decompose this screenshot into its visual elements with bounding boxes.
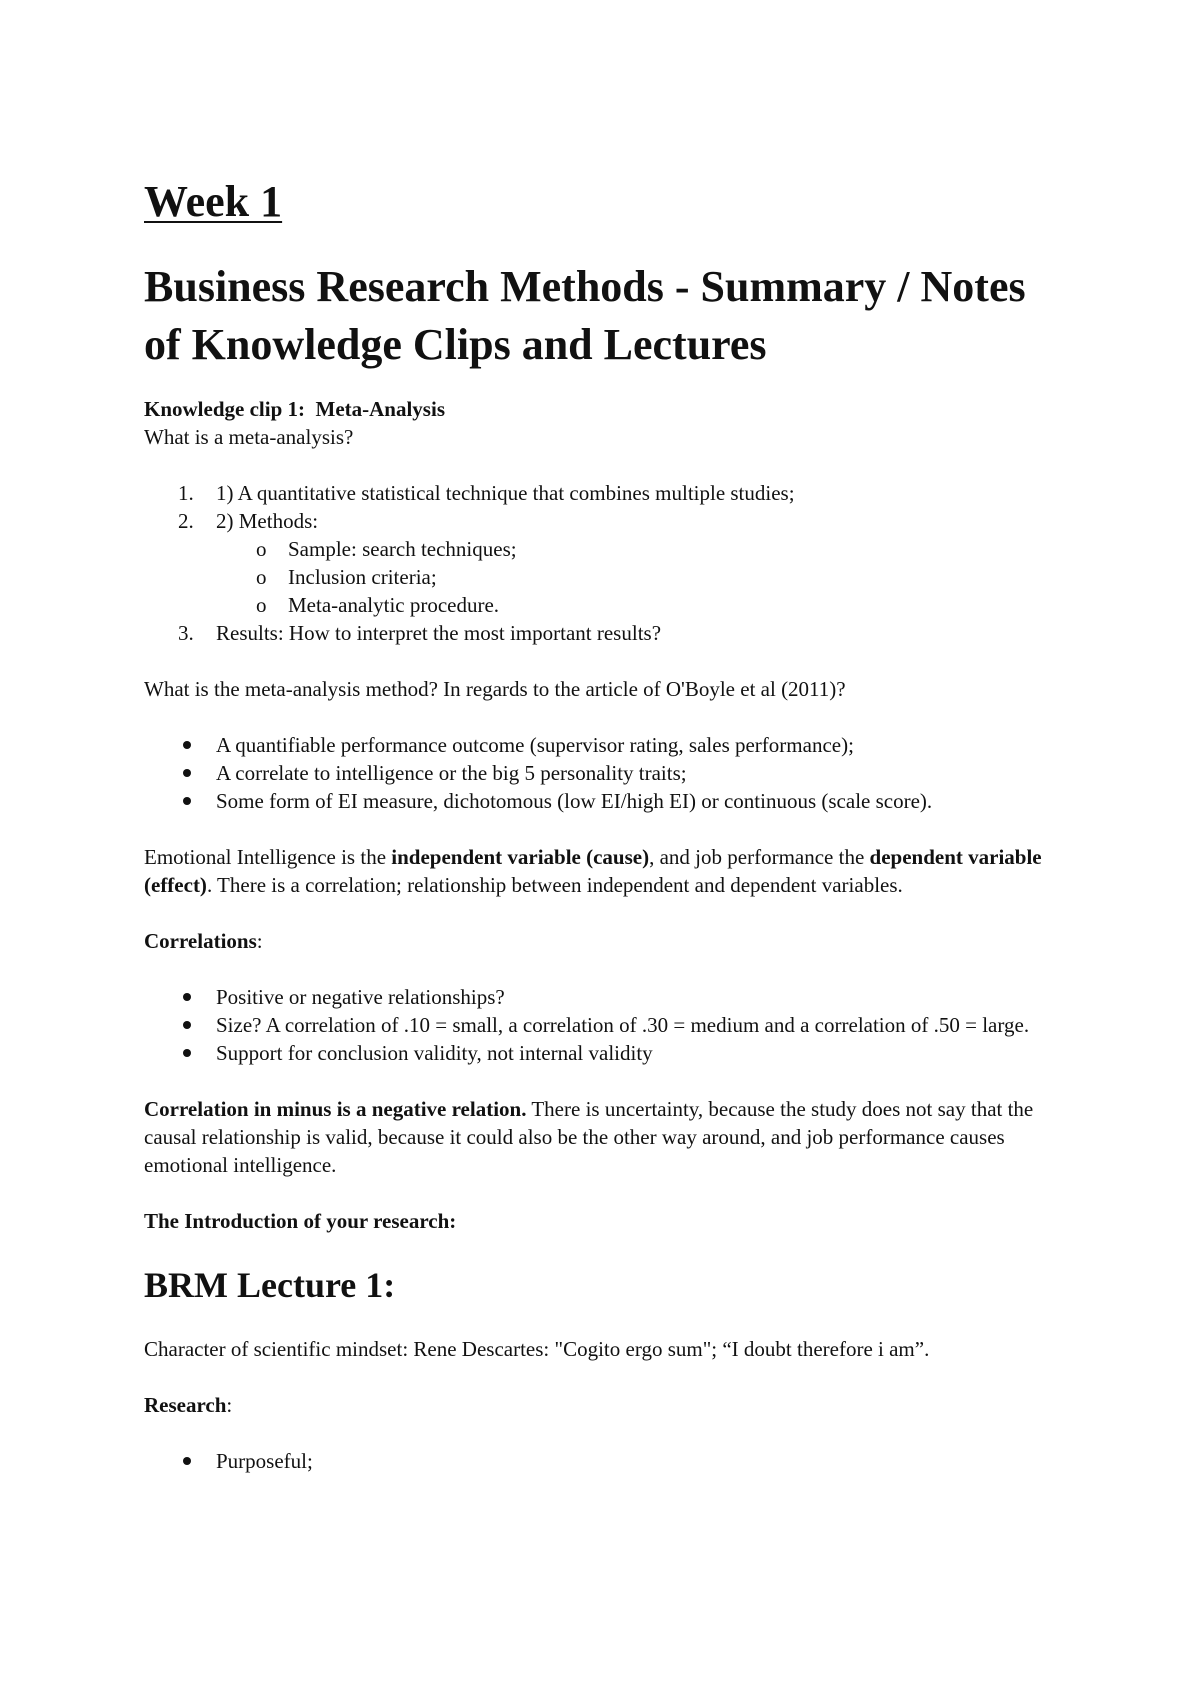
list-item — [144, 619, 1074, 647]
list-item-text: Support for conclusion validity, not internal validity — [216, 1041, 653, 1065]
correlations-label: Correlations — [144, 929, 257, 953]
research-label: Research — [144, 1393, 227, 1417]
paragraph-gap — [144, 1067, 1074, 1095]
clip-question: What is a meta-analysis? — [144, 425, 354, 449]
sublist-item — [144, 563, 1074, 591]
list-item — [144, 1011, 1074, 1039]
negative-correlation-term: Correlation in minus is a negative relation. — [144, 1097, 527, 1121]
list-item — [144, 1447, 1074, 1475]
sublist-item-text: Inclusion criteria; — [288, 565, 437, 589]
bullet-icon — [183, 1457, 191, 1465]
method-question: What is the meta-analysis method? In regards to the article of O'Boyle et al (2011)? — [144, 677, 846, 701]
negative-correlation-paragraph — [144, 1095, 1074, 1179]
independent-variable-term: independent variable (cause) — [391, 845, 650, 869]
ei-paragraph — [144, 843, 1074, 899]
research-heading — [144, 1391, 1074, 1419]
paragraph-gap — [144, 955, 1074, 983]
paragraph-gap — [144, 1363, 1074, 1391]
correlations-bullet-list — [144, 983, 1074, 1067]
paragraph-gap — [144, 1307, 1074, 1335]
paragraph-gap — [144, 451, 1074, 479]
lecture-heading: BRM Lecture 1: — [144, 1265, 396, 1305]
research-bullet-list — [144, 1447, 1074, 1475]
list-item-text: Results: How to interpret the most important results? — [216, 621, 662, 645]
list-item-text: Size? A correlation of .10 = small, a correlation of .30 = medium and a correlation of .50 = large. — [216, 1013, 1030, 1037]
correlations-heading — [144, 927, 1074, 955]
list-item-text: Purposeful; — [216, 1449, 313, 1473]
paragraph-gap — [144, 899, 1074, 927]
bullet-icon — [183, 993, 191, 1001]
paragraph-gap — [144, 1419, 1074, 1447]
negative-correlation-text: There is uncertainty, because the study does not say that the causal relationship is valid, because it could also be the other way around, and job performance causes emotional intelligence. — [144, 1097, 1034, 1177]
paragraph-gap — [144, 815, 1074, 843]
circle-bullet-icon: o — [256, 537, 267, 561]
list-item — [144, 983, 1074, 1011]
ei-text: . There is a correlation; relationship between independent and dependent variables. — [206, 873, 903, 897]
bullet-icon — [183, 769, 191, 777]
list-item — [144, 479, 1074, 507]
list-number: 3. — [178, 621, 194, 645]
dependent-variable-term: dependent variable (effect) — [144, 845, 1042, 897]
bullet-icon — [183, 797, 191, 805]
document-title: Business Research Methods - Summary / Notes of Knowledge Clips and Lectures — [144, 262, 1026, 369]
list-item — [144, 731, 1074, 759]
introduction-heading: The Introduction of your research: — [144, 1209, 457, 1233]
sublist-item — [144, 535, 1074, 563]
clip-heading — [144, 395, 1074, 423]
bullet-icon — [183, 1049, 191, 1057]
paragraph-gap — [144, 1235, 1074, 1263]
list-item-text: 2) Methods: — [216, 509, 319, 533]
bullet-icon — [183, 1021, 191, 1029]
research-suffix: : — [226, 1393, 233, 1417]
method-bullet-list — [144, 731, 1074, 815]
week-title: Week 1 — [144, 177, 283, 226]
document-body — [144, 395, 1074, 1475]
paragraph-gap — [144, 1179, 1074, 1207]
list-item — [144, 759, 1074, 787]
bullet-icon — [183, 741, 191, 749]
list-item — [144, 1039, 1074, 1067]
meta-analysis-list-continued — [144, 619, 1074, 647]
correlations-suffix: : — [256, 929, 263, 953]
circle-bullet-icon: o — [256, 565, 267, 589]
list-number: 2. — [178, 509, 194, 533]
sublist-item — [144, 591, 1074, 619]
paragraph-gap — [144, 647, 1074, 675]
list-number: 1. — [178, 481, 194, 505]
circle-bullet-icon: o — [256, 593, 267, 617]
clip-topic: Meta-Analysis — [315, 397, 445, 421]
list-item-text: Positive or negative relationships? — [216, 985, 505, 1009]
sublist-item-text: Sample: search techniques; — [288, 537, 517, 561]
list-item-text: 1) A quantitative statistical technique that combines multiple studies; — [216, 481, 795, 505]
list-item — [144, 787, 1074, 815]
paragraph-gap — [144, 703, 1074, 731]
list-item — [144, 507, 1074, 535]
list-item-text: A correlate to intelligence or the big 5 personality traits; — [216, 761, 687, 785]
ei-text: Emotional Intelligence is the — [144, 845, 392, 869]
clip-label: Knowledge clip 1: — [144, 397, 305, 421]
sublist-item-text: Meta-analytic procedure. — [288, 593, 500, 617]
methods-sublist — [144, 535, 1074, 619]
mindset-paragraph: Character of scientific mindset: Rene Descartes: "Cogito ergo sum"; “I doubt therefore i am”. — [144, 1337, 930, 1361]
list-item-text: A quantifiable performance outcome (supervisor rating, sales performance); — [216, 733, 854, 757]
ei-text: , and job performance the — [649, 845, 870, 869]
meta-analysis-list — [144, 479, 1074, 535]
list-item-text: Some form of EI measure, dichotomous (low EI/high EI) or continuous (scale score). — [216, 789, 933, 813]
